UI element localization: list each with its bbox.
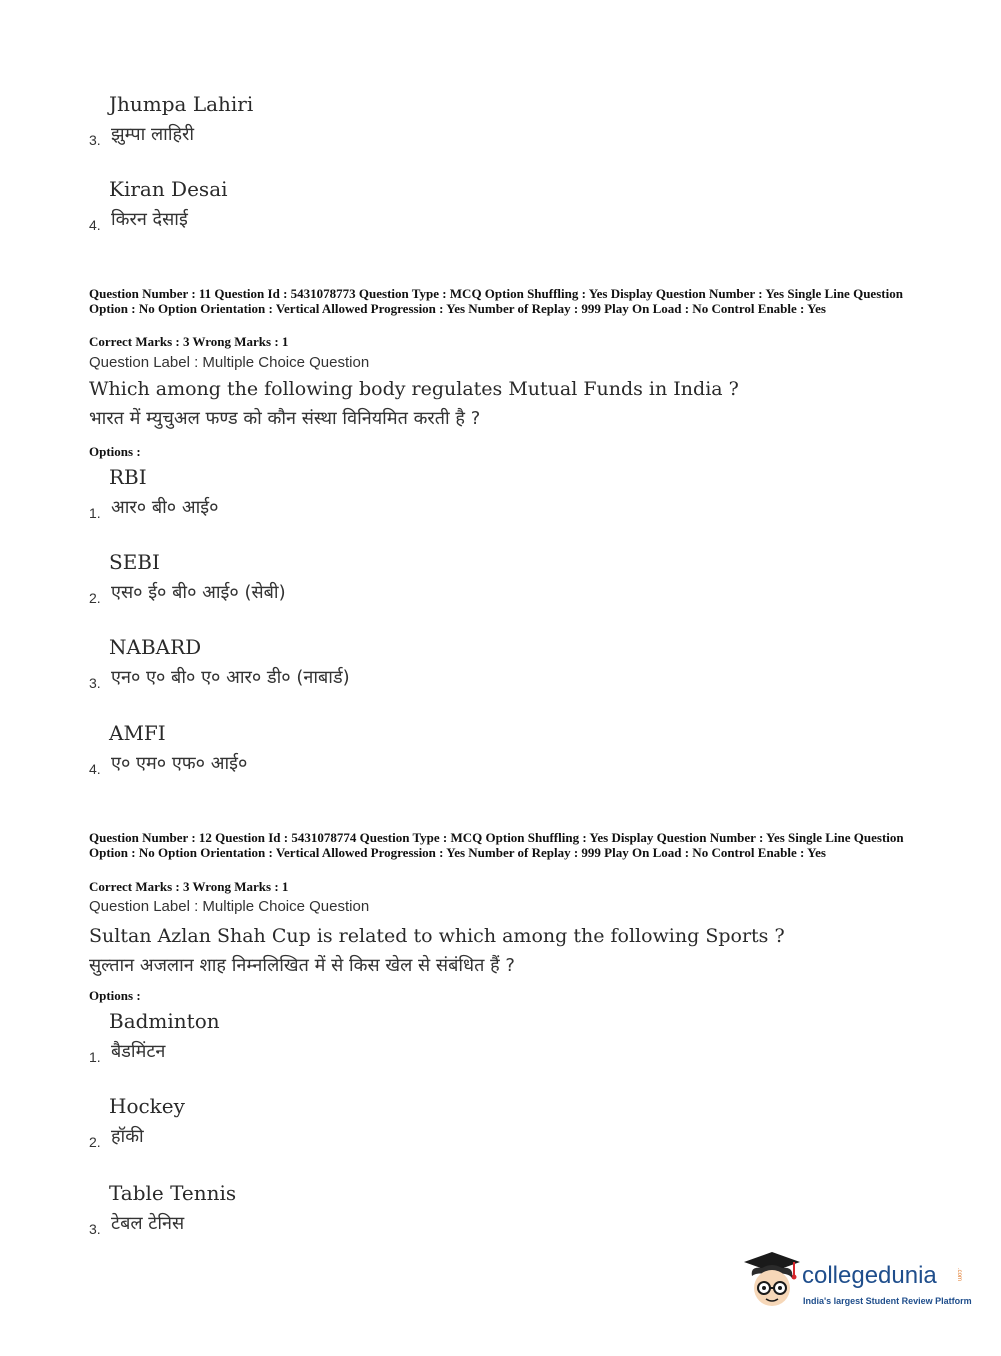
- q11-marks: Correct Marks : 3 Wrong Marks : 1: [89, 334, 289, 349]
- q12-marks: Correct Marks : 3 Wrong Marks : 1: [89, 879, 289, 894]
- option-number: 2.: [89, 590, 101, 606]
- option-hi: ए० एम० एफ० आई०: [111, 753, 248, 774]
- option-hi: एस० ई० बी० आई० (सेबी): [111, 582, 286, 603]
- option-en: RBI: [109, 465, 147, 489]
- q12-text-en: Sultan Azlan Shah Cup is related to which among the following Sports ?: [89, 925, 785, 947]
- option-number: 3.: [89, 1221, 101, 1237]
- q12-text-hi: सुल्तान अजलान शाह निम्नलिखित में से किस खेल से संबंधित हैं ?: [89, 955, 515, 976]
- q11-text-en: Which among the following body regulates Mutual Funds in India ?: [89, 378, 739, 400]
- q12-meta: Question Number : 12 Question Id : 5431078774 Question Type : MCQ Option Shuffling : Yes Display Question Number : Yes Single Line Question Option : No Option Orientation : Vertical Allowed Progression : Yes Number of Replay : 999 Play On Load : No Control Enable : Yes: [89, 830, 904, 860]
- q12-options-label: Options :: [89, 988, 141, 1003]
- option-number: 1.: [89, 505, 101, 521]
- brand-name: collegedunia: [802, 1262, 937, 1289]
- q11-text-hi: भारत में म्युचुअल फण्ड को कौन संस्था विनियमित करती है ?: [89, 408, 481, 429]
- q11-options-label: Options :: [89, 444, 141, 459]
- brand-dotcom: .com: [956, 1268, 962, 1282]
- option-number: 3.: [89, 675, 101, 691]
- option-en: Jhumpa Lahiri: [109, 92, 254, 116]
- collegedunia-logo: [742, 1250, 972, 1320]
- option-en: Table Tennis: [109, 1181, 237, 1205]
- option-number: 2.: [89, 1134, 101, 1150]
- option-hi: किरन देसाई: [111, 209, 188, 230]
- q11-meta: Question Number : 11 Question Id : 5431078773 Question Type : MCQ Option Shuffling : Yes Display Question Number : Yes Single Line Question Option : No Option Orientation : Vertical Allowed Progression : Yes Number of Replay : 999 Play On Load : No Control Enable : Yes: [89, 286, 903, 316]
- brand-tagline: India's largest Student Review Platform: [803, 1296, 972, 1306]
- mascot-icon: [742, 1250, 802, 1312]
- option-en: AMFI: [109, 721, 166, 745]
- option-hi: हॉकी: [111, 1126, 144, 1147]
- option-number: 3.: [89, 132, 101, 148]
- option-en: Badminton: [109, 1009, 220, 1033]
- option-en: NABARD: [109, 635, 202, 659]
- option-hi: झुम्पा लाहिरी: [111, 124, 195, 145]
- option-hi: टेबल टेनिस: [111, 1213, 185, 1234]
- option-hi: एन० ए० बी० ए० आर० डी० (नाबार्ड): [111, 667, 350, 688]
- option-en: SEBI: [109, 550, 160, 574]
- option-en: Hockey: [109, 1094, 185, 1118]
- option-number: 4.: [89, 217, 101, 233]
- q12-label: Question Label : Multiple Choice Question: [89, 898, 370, 915]
- option-number: 1.: [89, 1049, 101, 1065]
- option-hi: बैडमिंटन: [111, 1041, 166, 1062]
- option-en: Kiran Desai: [109, 177, 228, 201]
- option-hi: आर० बी० आई०: [111, 497, 219, 518]
- q11-label: Question Label : Multiple Choice Question: [89, 354, 370, 371]
- option-number: 4.: [89, 761, 101, 777]
